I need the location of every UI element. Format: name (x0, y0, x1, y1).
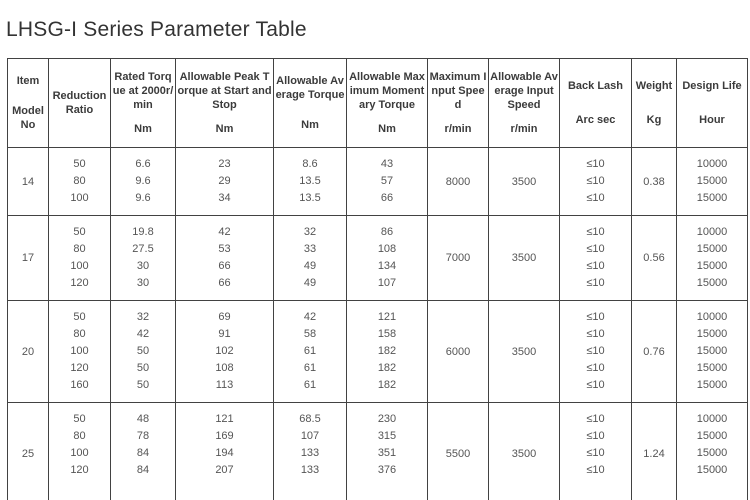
value: 120 (70, 464, 89, 476)
value: 158 (377, 328, 397, 340)
table-body (8, 148, 748, 500)
cell-momentary-torque (347, 216, 428, 301)
value: 66 (218, 277, 231, 289)
cell-rated-torque (111, 301, 176, 403)
value: 49 (303, 260, 317, 272)
value: 27.5 (132, 243, 154, 255)
parameter-table (7, 58, 748, 500)
cell-back-lash (560, 301, 632, 403)
value: 13.5 (299, 175, 321, 187)
cell-momentary-torque (347, 301, 428, 403)
header-title: Back Lash (567, 80, 624, 92)
cell-momentary-torque (347, 403, 428, 500)
value-lines (274, 403, 346, 487)
value: 10000 (696, 158, 728, 170)
value: 10000 (696, 311, 728, 323)
header-unit: Nm (134, 123, 152, 136)
value: ≤10 (586, 379, 605, 391)
value: 23 (218, 158, 231, 170)
value-lines (49, 216, 110, 300)
value: 30 (136, 260, 150, 272)
cell-reduction-ratio (49, 301, 111, 403)
value: 43 (380, 158, 394, 170)
value-lines (677, 301, 747, 402)
value-lines (347, 216, 427, 300)
value: 120 (70, 277, 89, 289)
header-title: Allowable Maximum Momentary Torque (349, 70, 425, 111)
value: ≤10 (586, 192, 605, 204)
cell-peak-torque (176, 403, 274, 500)
header-text-wrap (111, 59, 175, 147)
value-lines (111, 301, 175, 402)
value-lines (274, 216, 346, 300)
col-header-design-life (677, 59, 748, 148)
value: 230 (377, 413, 397, 425)
col-header-momentary-torque (347, 59, 428, 148)
value: 86 (380, 226, 394, 238)
value: 80 (73, 430, 86, 442)
value-lines (560, 216, 631, 300)
value: 133 (300, 464, 320, 476)
value: 10000 (696, 413, 728, 425)
value: 376 (377, 464, 397, 476)
cell-rated-torque (111, 148, 176, 216)
header-row (8, 59, 748, 148)
header-unit: Kg (646, 114, 662, 126)
cell-design-life (677, 148, 748, 216)
cell-back-lash (560, 148, 632, 216)
value: 134 (377, 260, 397, 272)
value: 42 (218, 226, 231, 238)
value: ≤10 (586, 413, 605, 425)
value: 33 (303, 243, 317, 255)
header-text-wrap (677, 59, 747, 147)
header-title: Allowable Peak Torque at Start and Stop (177, 70, 272, 111)
cell-design-life (677, 301, 748, 403)
value: 57 (380, 175, 394, 187)
page-title: LHSG-I Series Parameter Table (6, 18, 307, 41)
value: 15000 (696, 328, 728, 340)
value: 15000 (696, 464, 728, 476)
value: 50 (73, 158, 86, 170)
value: 121 (215, 413, 234, 425)
cell-rated-torque (111, 216, 176, 301)
cell-weight: 0.56 (632, 216, 677, 301)
col-header-back-lash (560, 59, 632, 148)
value: 100 (70, 345, 89, 357)
value: 15000 (696, 277, 728, 289)
value: 50 (73, 226, 86, 238)
value: 351 (377, 447, 397, 459)
value: ≤10 (586, 362, 605, 374)
header-unit: Hour (699, 114, 725, 126)
cell-avg-input-speed: 3500 (489, 216, 560, 301)
value: 61 (303, 379, 317, 391)
cell-max-input-speed: 8000 (428, 148, 489, 216)
header-text-wrap (632, 59, 676, 147)
header-text-wrap (274, 59, 346, 147)
value: 13.5 (299, 192, 321, 204)
cell-peak-torque (176, 148, 274, 216)
value: 15000 (696, 345, 728, 357)
value: 30 (136, 277, 150, 289)
value: ≤10 (586, 277, 605, 289)
header-unit: Nm (215, 123, 234, 136)
value: 15000 (696, 447, 728, 459)
value: 50 (73, 311, 86, 323)
cell-reduction-ratio (49, 148, 111, 216)
cell-design-life (677, 403, 748, 500)
header-unit: Arc sec (575, 114, 616, 126)
value: 91 (218, 328, 231, 340)
cell-weight: 0.38 (632, 148, 677, 216)
cell-reduction-ratio (49, 403, 111, 500)
value-lines (176, 148, 273, 215)
value: ≤10 (586, 243, 605, 255)
value-lines (347, 148, 427, 215)
value: 315 (377, 430, 397, 442)
value: 6.6 (135, 158, 151, 170)
value-lines (560, 301, 631, 402)
header-text-wrap (489, 59, 559, 147)
cell-model-no: 14 (8, 148, 49, 216)
value: 107 (377, 277, 397, 289)
value-lines (677, 216, 747, 300)
value-lines (560, 403, 631, 487)
value-lines (49, 148, 110, 215)
value: 84 (136, 447, 150, 459)
value: 120 (70, 362, 89, 374)
model-group-17 (8, 216, 748, 301)
value: 53 (218, 243, 231, 255)
cell-avg-torque (274, 148, 347, 216)
header-unit: Model No (12, 104, 44, 131)
value: ≤10 (586, 158, 605, 170)
value: 50 (136, 379, 150, 391)
value: 182 (377, 362, 397, 374)
value: ≤10 (586, 311, 605, 323)
value: 9.6 (135, 192, 151, 204)
value: 15000 (696, 430, 728, 442)
value-lines (176, 403, 273, 487)
value: 80 (73, 243, 86, 255)
cell-weight: 1.24 (632, 403, 677, 500)
cell-back-lash (560, 216, 632, 301)
value: 100 (70, 260, 89, 272)
header-title: Allowable Average Torque (275, 75, 345, 102)
cell-design-life (677, 216, 748, 301)
value: 19.8 (132, 226, 154, 238)
cell-peak-torque (176, 301, 274, 403)
value-lines (274, 148, 346, 215)
header-text-wrap (347, 59, 427, 147)
value: ≤10 (586, 175, 605, 187)
cell-reduction-ratio (49, 216, 111, 301)
value-lines (347, 403, 427, 487)
value: 49 (303, 277, 317, 289)
value: 207 (215, 464, 234, 476)
col-header-item-model-no (8, 59, 49, 148)
cell-max-input-speed: 5500 (428, 403, 489, 500)
value: ≤10 (586, 226, 605, 238)
value: 108 (377, 243, 397, 255)
value: 80 (73, 328, 86, 340)
cell-avg-input-speed: 3500 (489, 148, 560, 216)
value: 48 (136, 413, 150, 425)
value-lines (347, 301, 427, 402)
value-lines (49, 403, 110, 487)
header-text-wrap (560, 59, 631, 147)
value: 78 (136, 430, 150, 442)
value: 80 (73, 175, 86, 187)
header-unit: Nm (378, 123, 396, 136)
header-title: Maximum Input Speed (429, 70, 487, 111)
value: 50 (136, 362, 150, 374)
col-header-avg-torque (274, 59, 347, 148)
value: 15000 (696, 260, 728, 272)
col-header-weight (632, 59, 677, 148)
value: 121 (377, 311, 397, 323)
value: 15000 (696, 362, 728, 374)
cell-avg-input-speed: 3500 (489, 403, 560, 500)
value-lines (111, 403, 175, 487)
value: 100 (70, 447, 89, 459)
cell-model-no: 25 (8, 403, 49, 500)
value: 133 (300, 447, 320, 459)
value: 108 (215, 362, 234, 374)
value: 8.6 (302, 158, 318, 170)
value: 61 (303, 345, 317, 357)
cell-avg-torque (274, 216, 347, 301)
header-text-wrap (428, 59, 488, 147)
col-header-reduction-ratio (49, 59, 111, 148)
header-title: Allowable Average Input Speed (490, 70, 558, 111)
value: 42 (136, 328, 150, 340)
value: 160 (70, 379, 89, 391)
value: 9.6 (135, 175, 151, 187)
cell-back-lash (560, 403, 632, 500)
value: 66 (218, 260, 231, 272)
col-header-peak-torque (176, 59, 274, 148)
value-lines (677, 148, 747, 215)
cell-max-input-speed: 6000 (428, 301, 489, 403)
value-lines (176, 301, 273, 402)
value: ≤10 (586, 430, 605, 442)
model-group-25 (8, 403, 748, 500)
header-title: Design Life (682, 80, 742, 92)
value: 182 (377, 379, 397, 391)
col-header-max-input-speed (428, 59, 489, 148)
value: 68.5 (299, 413, 321, 425)
cell-peak-torque (176, 216, 274, 301)
cell-max-input-speed: 7000 (428, 216, 489, 301)
cell-avg-input-speed: 3500 (489, 301, 560, 403)
value: 10000 (696, 226, 728, 238)
header-text-wrap (176, 59, 273, 147)
value: ≤10 (586, 260, 605, 272)
value: 32 (136, 311, 150, 323)
value: ≤10 (586, 464, 605, 476)
header-title: Rated Torque at 2000r/min (112, 70, 174, 111)
cell-avg-torque (274, 403, 347, 500)
value: 34 (218, 192, 231, 204)
cell-weight: 0.76 (632, 301, 677, 403)
cell-model-no: 17 (8, 216, 49, 301)
header-unit: r/min (510, 123, 538, 136)
value: 15000 (696, 192, 728, 204)
value: 15000 (696, 379, 728, 391)
cell-avg-torque (274, 301, 347, 403)
value: 29 (218, 175, 231, 187)
header-text-wrap (49, 59, 110, 147)
value: 113 (215, 379, 234, 391)
header-text-wrap (8, 59, 48, 147)
value: 42 (303, 311, 317, 323)
value-lines (176, 216, 273, 300)
value: 15000 (696, 243, 728, 255)
value-lines (111, 216, 175, 300)
value: 182 (377, 345, 397, 357)
value-lines (111, 148, 175, 215)
header-title: Weight (635, 80, 673, 92)
value: 169 (215, 430, 234, 442)
value: 50 (73, 413, 86, 425)
value: 66 (380, 192, 394, 204)
table-header (8, 59, 748, 148)
value-lines (274, 301, 346, 402)
value: ≤10 (586, 447, 605, 459)
value: 58 (303, 328, 317, 340)
value: 15000 (696, 175, 728, 187)
col-header-rated-torque (111, 59, 176, 148)
value: 32 (303, 226, 317, 238)
value: 69 (218, 311, 231, 323)
header-title: Item (16, 75, 40, 88)
cell-momentary-torque (347, 148, 428, 216)
col-header-avg-input-speed (489, 59, 560, 148)
model-group-14 (8, 148, 748, 216)
cell-rated-torque (111, 403, 176, 500)
header-unit: Nm (301, 118, 319, 131)
value: 61 (303, 362, 317, 374)
value: 102 (215, 345, 234, 357)
value: 107 (300, 430, 320, 442)
cell-model-no: 20 (8, 301, 49, 403)
header-title: Reduction Ratio (52, 90, 107, 116)
value-lines (49, 301, 110, 402)
value: 194 (215, 447, 234, 459)
value: 100 (70, 192, 89, 204)
value: ≤10 (586, 328, 605, 340)
model-group-20 (8, 301, 748, 403)
value: 50 (136, 345, 150, 357)
header-unit: r/min (444, 123, 472, 136)
value-lines (677, 403, 747, 487)
value: 84 (136, 464, 150, 476)
value: ≤10 (586, 345, 605, 357)
value-lines (560, 148, 631, 215)
